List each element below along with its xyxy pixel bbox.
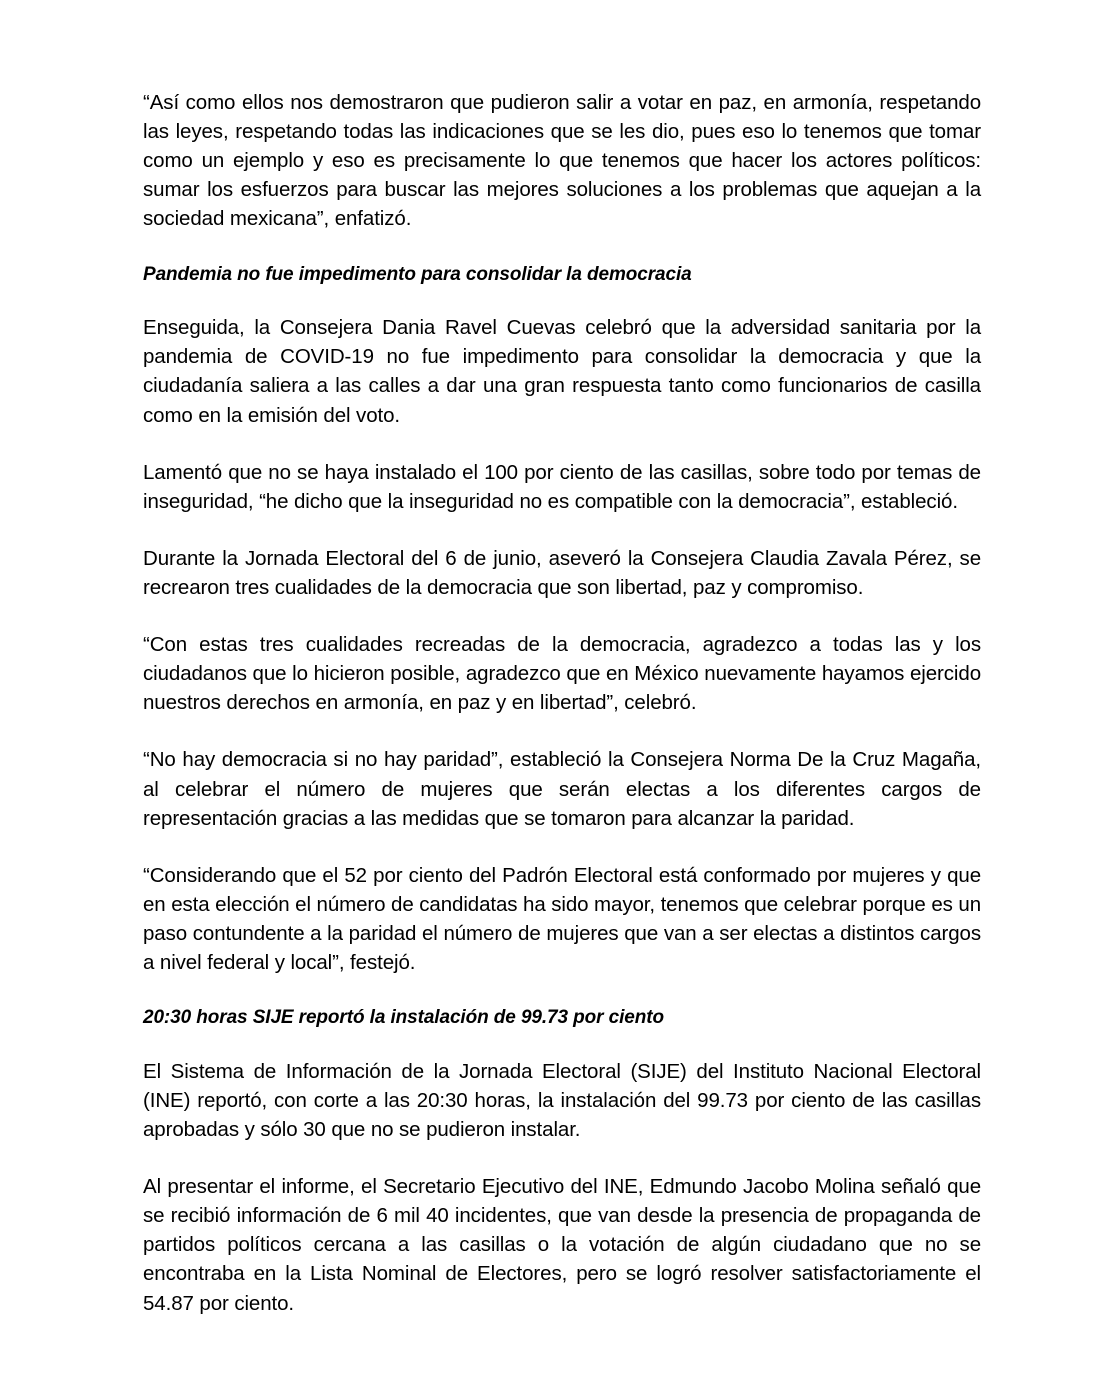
section-heading-pandemia: Pandemia no fue impedimento para consolidar la democracia <box>143 263 692 285</box>
section-heading-sije: 20:30 horas SIJE reportó la instalación de 99.73 por ciento <box>143 1007 665 1029</box>
paragraph-sije-reporte: El Sistema de Información de la Jornada Electoral (SIJE) del Instituto Nacional Electoral (INE) reportó, con corte a las 20:30 horas, la instalación del 99.73 por ciento de las casillas aprobadas y sólo 30 que no se pudieron instalar. <box>143 1059 981 1142</box>
paragraph-jacobo-molina: Al presentar el informe, el Secretario Ejecutivo del INE, Edmundo Jacobo Molina señaló que se recibió información de 6 mil 40 incidentes, que van desde la presencia de propaganda de partidos políticos cercana a las casillas o la votación de algún ciudadano que no se encontraba en la Lista Nominal de Electores, pero se logró resolver satisfactoriamente el 54.87 por ciento. <box>143 1175 981 1315</box>
paragraph-dania-ravel: Enseguida, la Consejera Dania Ravel Cuevas celebró que la adversidad sanitaria por la pandemia de COVID-19 no fue impedimento para consolidar la democracia y que la ciudadanía saliera a las calles a dar una gran respuesta tanto como funcionarios de casilla como en la emisión del voto. <box>143 316 981 427</box>
paragraph-claudia-zavala: Durante la Jornada Electoral del 6 de junio, aseveró la Consejera Claudia Zavala Pérez, se recrearon tres cualidades de la democracia que son libertad, paz y compromiso. <box>143 546 981 599</box>
paragraph-casillas-inseguridad: Lamentó que no se haya instalado el 100 por ciento de las casillas, sobre todo por temas de inseguridad, “he dicho que la inseguridad no es compatible con la democracia”, estableció. <box>143 460 981 513</box>
document-body <box>143 88 981 1318</box>
paragraph-quote-peace: “Así como ellos nos demostraron que pudieron salir a votar en paz, en armonía, respetando las leyes, respetando todas las indicaciones que se les dio, pues eso lo tenemos que tomar como un ejemplo y eso es precisamente lo que tenemos que hacer los actores políticos: sumar los esfuerzos para buscar las mejores soluciones a los problemas que aquejan a la sociedad mexicana”, enfatizó. <box>143 91 981 231</box>
paragraph-quote-cualidades: “Con estas tres cualidades recreadas de la democracia, agradezco a todas las y los ciudadanos que lo hicieron posible, agradezco que en México nuevamente hayamos ejercido nuestros derechos en armonía, en paz y en libertad”, celebró. <box>143 633 981 715</box>
paragraph-norma-de-la-cruz: “No hay democracia si no hay paridad”, estableció la Consejera Norma De la Cruz Magaña, al celebrar el número de mujeres que serán electas a los diferentes cargos de representación gracias a las medidas que se tomaron para alcanzar la paridad. <box>143 748 981 830</box>
paragraph-padron-electoral: “Considerando que el 52 por ciento del Padrón Electoral está conformado por mujeres y que en esta elección el número de candidatas ha sido mayor, tenemos que celebrar porque es un paso contundente a la paridad el número de mujeres que van a ser electas a distintos cargos a nivel federal y local”, festejó. <box>143 863 981 975</box>
